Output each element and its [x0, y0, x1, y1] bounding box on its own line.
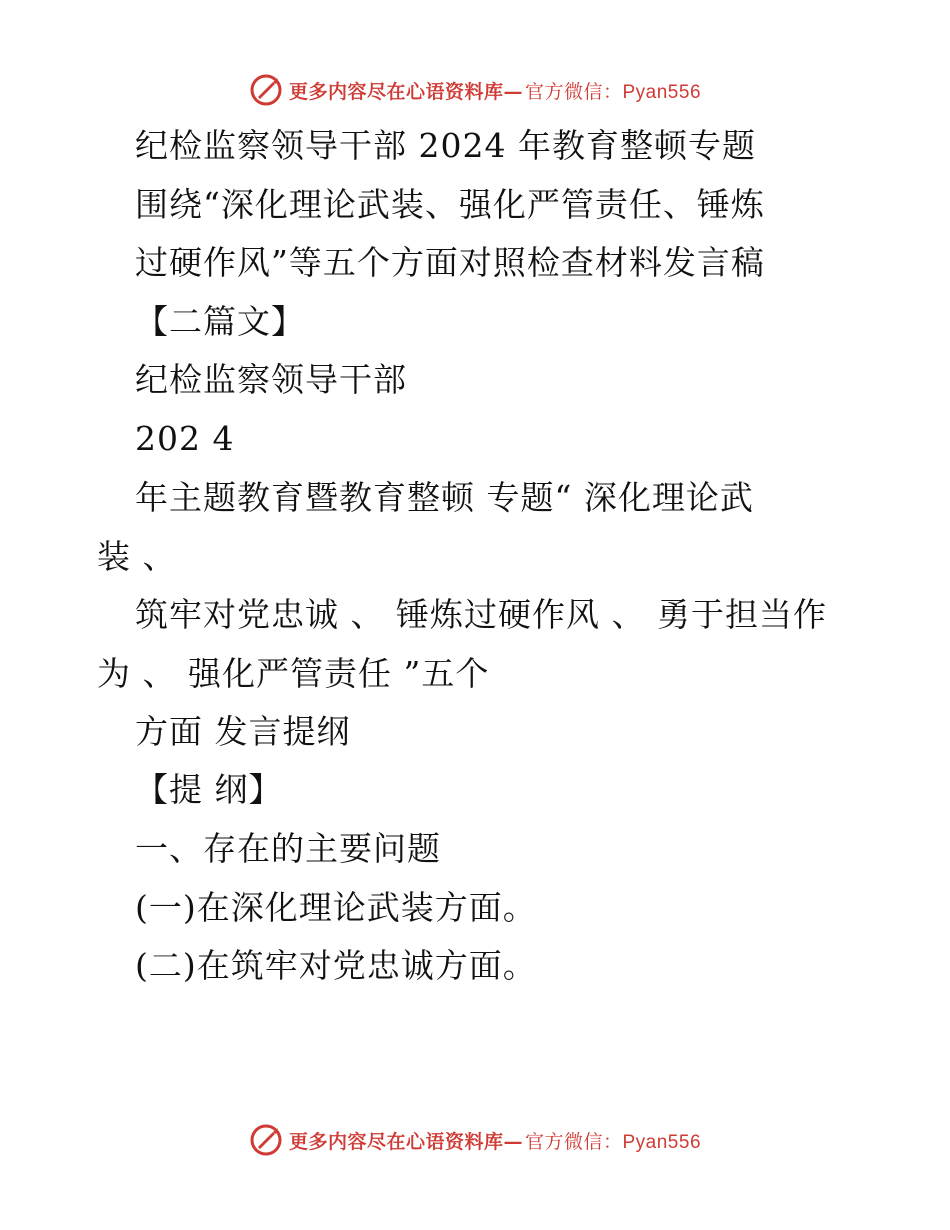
footer-watermark: [0, 1120, 950, 1160]
outline-heading: 【提 纲】: [135, 770, 283, 809]
list-item: (二)在筑牢对党忠诚方面。: [135, 946, 537, 985]
watermark-wechat-label: 官方微信：: [524, 1130, 623, 1153]
subtitle-line: 【二篇文】: [135, 302, 305, 341]
quill-logo-icon: [249, 73, 283, 107]
watermark-wechat-label: 官方微信：: [524, 80, 623, 103]
watermark-site-text: 更多内容尽在心语资料库: [288, 80, 504, 103]
quill-logo-icon: [249, 1123, 283, 1157]
watermark-dash: —: [503, 80, 523, 103]
title-line-1: 纪检监察领导干部 2024 年教育整顿专题: [135, 126, 756, 165]
header-watermark: [0, 70, 950, 110]
watermark-wechat-id: Pyan556: [622, 81, 702, 103]
title-line-3: 过硬作风”等五个方面对照检查材料发言稿: [135, 243, 765, 282]
body-line: 纪检监察领导干部: [135, 360, 407, 399]
body-line: 方面 发言提纲: [135, 712, 351, 751]
body-line: 为 、 强化严管责任 ”五个: [97, 654, 490, 693]
body-line: 年主题教育暨教育整顿 专题“ 深化理论武: [135, 478, 754, 517]
list-item: (一)在深化理论武装方面。: [135, 888, 537, 927]
body-line: 筑牢对党忠诚 、 锤炼过硬作风 、 勇于担当作: [135, 595, 827, 634]
title-line-2: 围绕“深化理论武装、强化严管责任、锤炼: [135, 185, 765, 224]
watermark-wechat-id: Pyan556: [622, 1131, 702, 1153]
section-heading: 一、存在的主要问题: [135, 829, 441, 868]
body-line: 装 、: [97, 537, 177, 576]
body-line: 202 4: [135, 419, 235, 458]
watermark-site-text: 更多内容尽在心语资料库: [288, 1130, 504, 1153]
watermark-dash: —: [503, 1130, 523, 1153]
